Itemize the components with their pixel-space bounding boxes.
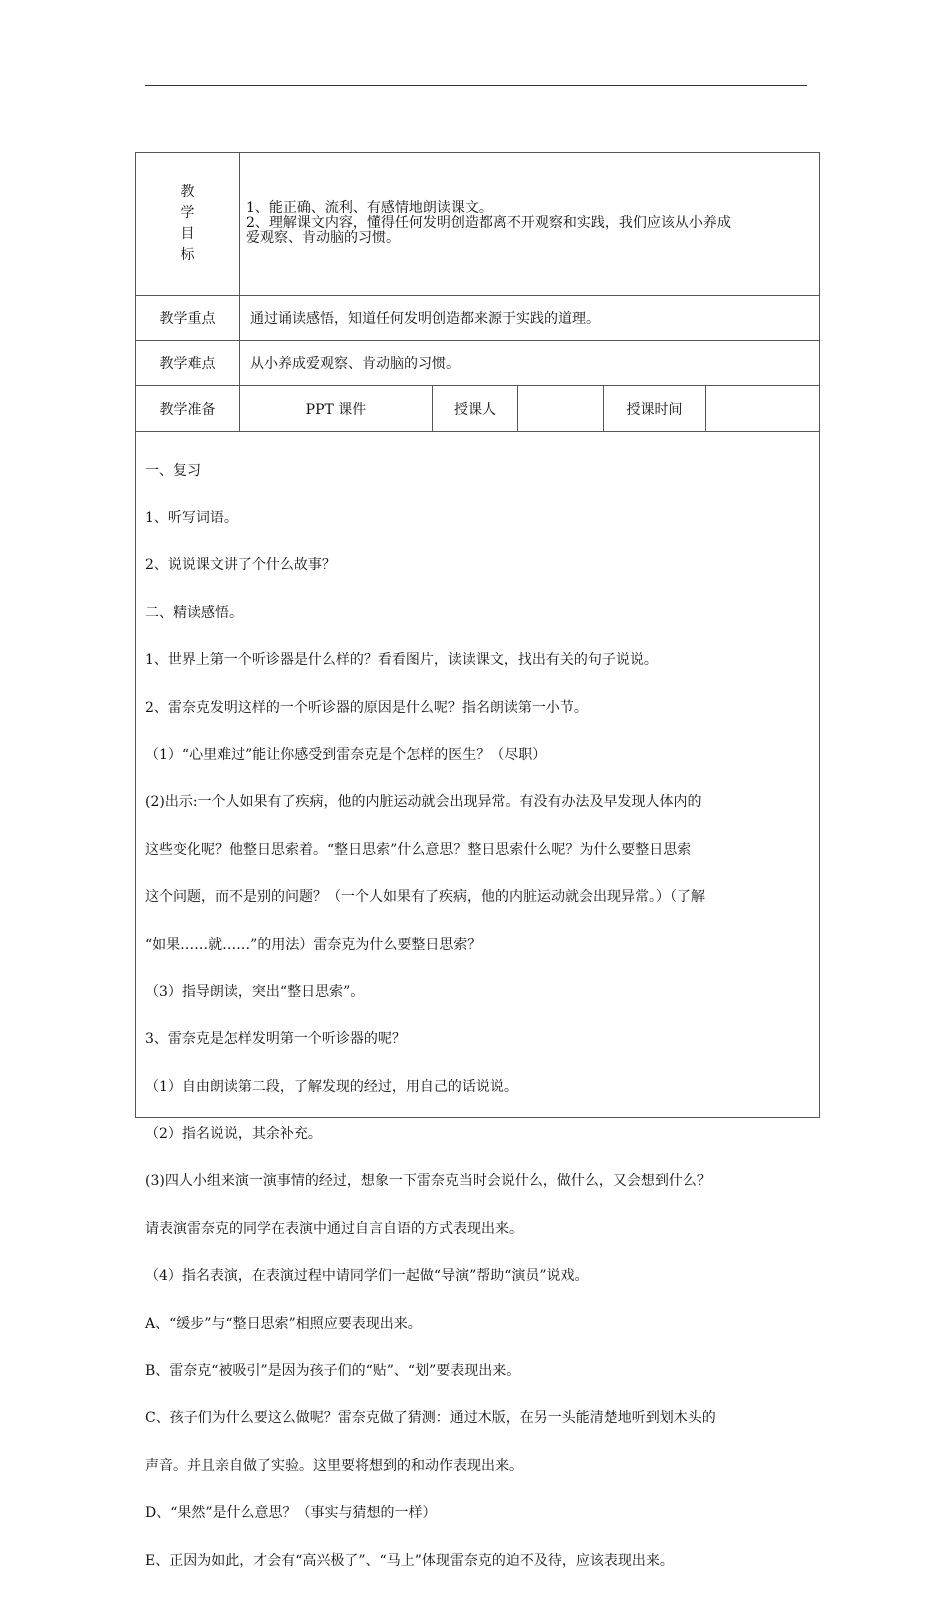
process-line: （2）指名说说，其余补充。 [145, 1126, 322, 1143]
goals-label-char: 教 [180, 184, 195, 200]
process-line: 一、复习 [145, 462, 201, 479]
process-line: “如果……就……”的用法）雷奈克为什么要整日思索？ [145, 936, 482, 953]
goals-label-char: 学 [180, 205, 195, 221]
process-line: （1）“心里难过”能让你感受到雷奈克是个怎样的医生？（尽职） [145, 746, 547, 763]
difficulty-value: 从小养成爱观察、肯动脑的习惯。 [250, 356, 460, 372]
process-line: A、“缓步”与“整日思索”相照应要表现出来。 [145, 1315, 422, 1332]
process-line: (3)四人小组来演一演事情的经过，想象一下雷奈克当时会说什么，做什么，又会想到什么？ [145, 1173, 711, 1190]
prep-value: PPT 课件 [240, 386, 433, 431]
process-line: B、雷奈克“被吸引”是因为孩子们的“贴”、“划”要表现出来。 [145, 1363, 521, 1380]
goals-row [136, 153, 819, 296]
goal-line: 1、能正确、流利、有感情地朗读课文。 [246, 200, 493, 216]
goal-line: 爱观察、肯动脑的习惯。 [246, 230, 400, 246]
goals-label [136, 153, 240, 295]
goals-label-char: 目 [180, 226, 195, 242]
process-line: （4）指名表演，在表演过程中请同学们一起做“导演”帮助“演员”说戏。 [145, 1268, 589, 1285]
focus-label: 教学重点 [136, 296, 240, 340]
process-line: （3）指导朗读，突出“整日思索”。 [145, 983, 365, 1000]
process-line: D、“果然”是什么意思？（事实与猜想的一样） [145, 1505, 437, 1522]
goals-text [246, 201, 811, 246]
process-line: 请表演雷奈克的同学在表演中通过自言自语的方式表现出来。 [145, 1220, 523, 1237]
prep-row [136, 386, 819, 432]
difficulty-row [136, 341, 819, 386]
process-line: 这些变化呢？他整日思索着。“整日思索”什么意思？整日思索什么呢？为什么要整日思索 [145, 841, 692, 858]
process-line: (2)出示:一个人如果有了疾病，他的内脏运动就会出现异常。有没有办法及早发现人体内的 [145, 794, 702, 811]
process-line: 二、精读感悟。 [145, 604, 243, 621]
goals-label-char: 标 [180, 247, 195, 263]
focus-value: 通过诵读感悟，知道任何发明创造都来源于实践的道理。 [250, 311, 600, 327]
process-line: 1、世界上第一个听诊器是什么样的？看看图片，读读课文，找出有关的句子说说。 [145, 652, 658, 669]
teacher-label: 授课人 [433, 386, 518, 431]
process-line: 2、说说课文讲了个什么故事？ [145, 557, 336, 574]
goal-line: 2、理解课文内容，懂得任何发明创造都离不开观察和实践，我们应该从小养成 [246, 215, 731, 231]
process-line: C、孩子们为什么要这么做呢？雷奈克做了猜测：通过木版，在另一头能清楚地听到划木头的 [145, 1410, 716, 1427]
process-line: 3、雷奈克是怎样发明第一个听诊器的呢？ [145, 1031, 406, 1048]
process-line: E、正因为如此，才会有“高兴极了”、“马上”体现雷奈克的迫不及待，应该表现出来。 [145, 1552, 674, 1569]
time-label: 授课时间 [604, 386, 706, 431]
teacher-value [518, 386, 604, 431]
lesson-plan-table [135, 152, 820, 1569]
process-line: 声音。并且亲自做了实验。这里要将想到的和动作表现出来。 [145, 1457, 523, 1474]
teaching-process [145, 432, 815, 1601]
difficulty-label: 教学难点 [136, 341, 240, 385]
focus-row [136, 296, 819, 341]
process-line: 1、听写词语。 [145, 509, 238, 526]
process-line: （1）自由朗读第二段，了解发现的经过，用自己的话说说。 [145, 1078, 518, 1095]
process-line: 2、雷奈克发明这样的一个听诊器的原因是什么呢？指名朗读第一小节。 [145, 699, 588, 716]
process-line: 这个问题，而不是别的问题？（一个人如果有了疾病，他的内脏运动就会出现异常。）（了解 [145, 889, 705, 906]
header-rule [145, 85, 807, 86]
time-value [706, 386, 819, 431]
prep-label: 教学准备 [136, 386, 240, 431]
